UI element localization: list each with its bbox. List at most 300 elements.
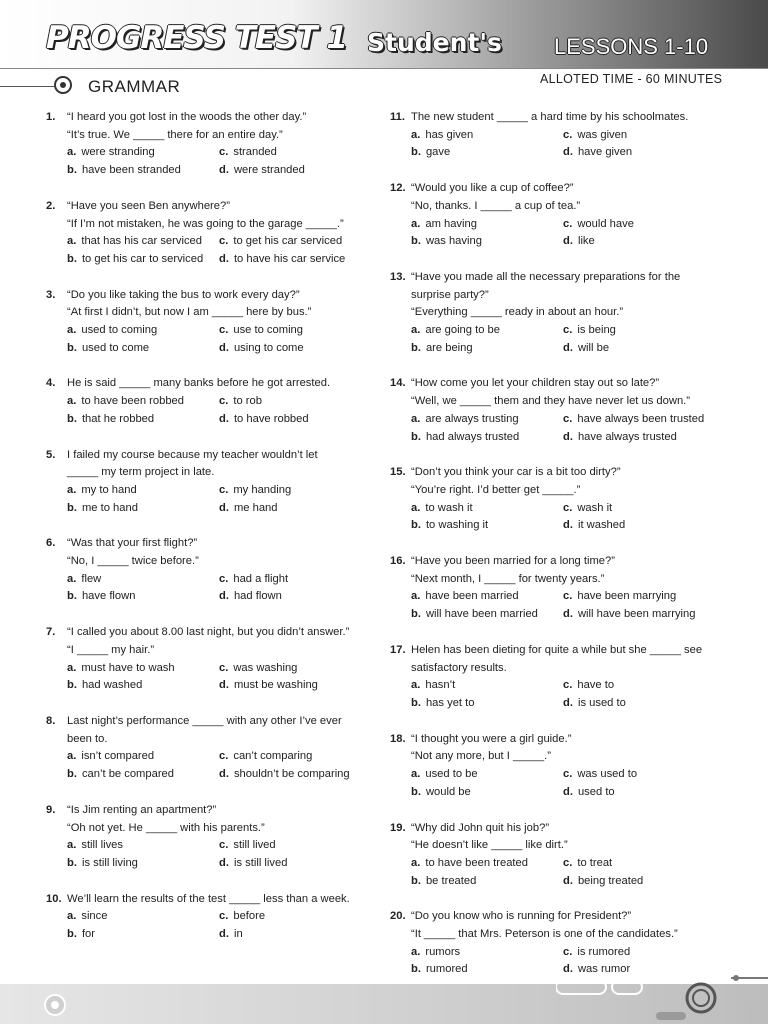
answer-option[interactable] <box>219 144 376 162</box>
answer-option[interactable] <box>219 251 376 269</box>
question-text: “Don’t you think your car is a bit too dirty?” <box>411 466 621 479</box>
answer-option[interactable] <box>67 322 219 340</box>
question-text: “Have you seen Ben anywhere?” <box>67 199 230 212</box>
question-text: been to. <box>67 732 108 745</box>
question-number: 14. <box>390 377 406 390</box>
option-text: used to come <box>81 341 150 354</box>
option-text: was rumor <box>577 963 631 976</box>
option-text: use to coming <box>233 324 303 337</box>
option-letter: d. <box>219 928 229 941</box>
question-number: 19. <box>390 821 406 834</box>
question-number: 11. <box>390 111 405 123</box>
question-item <box>46 287 376 358</box>
answer-option[interactable] <box>563 784 730 802</box>
option-letter: a. <box>411 324 421 337</box>
option-text: were stranded <box>233 164 305 177</box>
answer-option[interactable] <box>563 322 730 340</box>
answer-option[interactable] <box>563 500 730 518</box>
answer-option[interactable] <box>411 517 563 535</box>
answer-option[interactable] <box>563 216 730 234</box>
option-letter: d. <box>219 501 229 514</box>
answer-option[interactable] <box>411 429 563 447</box>
answer-option[interactable] <box>563 429 730 447</box>
answer-option[interactable] <box>67 588 219 606</box>
answer-option[interactable] <box>411 144 563 162</box>
question-text: “No, I _____ twice before.” <box>67 555 199 568</box>
answer-option[interactable] <box>563 517 730 535</box>
option-text: like <box>577 235 595 248</box>
option-letter: a. <box>411 856 421 869</box>
option-letter: b. <box>411 785 421 798</box>
test-subtitle: Student's <box>367 28 502 57</box>
answer-option[interactable] <box>411 695 563 713</box>
answer-option[interactable] <box>67 660 219 678</box>
answer-option[interactable] <box>563 606 730 624</box>
question-text: “It’s true. We _____ there for an entire day.” <box>67 128 283 141</box>
answer-option[interactable] <box>219 233 376 251</box>
option-letter: c. <box>563 945 573 958</box>
option-text: were stranding <box>81 146 155 159</box>
answer-option[interactable] <box>411 127 563 145</box>
answer-option[interactable] <box>219 766 376 784</box>
option-text: being treated <box>577 874 644 887</box>
question-text: “I _____ my hair.” <box>67 643 155 656</box>
option-letter: c. <box>563 679 573 692</box>
question-item <box>390 109 730 162</box>
option-text: are being <box>425 341 473 354</box>
option-letter: a. <box>411 217 421 230</box>
answer-option[interactable] <box>219 482 376 500</box>
question-text: “Why did John quit his job?” <box>411 821 550 834</box>
option-text: me hand <box>233 501 278 514</box>
option-text: in <box>233 928 243 941</box>
answer-option[interactable] <box>67 411 219 429</box>
lessons-label: LESSONS 1-10 <box>554 34 709 59</box>
option-letter: a. <box>411 945 421 958</box>
answer-option[interactable] <box>563 127 730 145</box>
option-letter: a. <box>67 146 77 159</box>
option-letter: d. <box>563 519 573 532</box>
question-item <box>46 375 376 428</box>
question-text: “I called you about 8.00 last night, but you didn’t answer.” <box>67 626 350 639</box>
question-text: “You’re right. I’d better get _____.” <box>411 483 581 496</box>
option-letter: b. <box>67 164 77 177</box>
option-letter: a. <box>67 910 77 923</box>
answer-option[interactable] <box>411 500 563 518</box>
answer-option[interactable] <box>67 393 219 411</box>
option-text: must have to wash <box>81 661 175 674</box>
option-text: had flown <box>233 590 282 603</box>
option-letter: a. <box>67 483 77 496</box>
answer-option[interactable] <box>67 571 219 589</box>
answer-option[interactable] <box>563 766 730 784</box>
answer-option[interactable] <box>67 482 219 500</box>
question-text: “It _____ that Mrs. Peterson is one of the candidates.” <box>411 928 678 941</box>
question-text: _____ my term project in late. <box>67 466 215 479</box>
answer-option[interactable] <box>411 588 563 606</box>
option-letter: c. <box>219 395 229 408</box>
answer-option[interactable] <box>67 251 219 269</box>
option-text: shouldn’t be comparing <box>233 768 350 781</box>
test-title: PROGRESS TEST 1 <box>46 20 347 56</box>
option-letter: b. <box>411 146 421 159</box>
answer-option[interactable] <box>219 500 376 518</box>
option-letter: b. <box>67 501 77 514</box>
question-number: 8. <box>46 714 56 727</box>
question-number: 18. <box>390 732 406 745</box>
option-letter: d. <box>563 608 573 621</box>
option-text: to get his car serviced <box>233 235 343 248</box>
option-letter: a. <box>411 590 421 603</box>
answer-option[interactable] <box>563 677 730 695</box>
option-text: gave <box>425 146 451 159</box>
option-letter: b. <box>67 412 77 425</box>
option-letter: a. <box>411 412 421 425</box>
question-text: “Do you like taking the bus to work every day?” <box>67 288 300 301</box>
answer-option[interactable] <box>563 855 730 873</box>
question-number: 4. <box>46 377 56 390</box>
question-item <box>46 891 376 944</box>
question-number: 2. <box>46 199 56 212</box>
option-text: will be <box>577 341 610 354</box>
question-number: 12. <box>390 182 406 195</box>
answer-option[interactable] <box>411 411 563 429</box>
option-text: hasn’t <box>425 679 456 692</box>
option-letter: a. <box>67 750 77 763</box>
option-letter: a. <box>411 501 421 514</box>
question-text: “Not any more, but I _____.” <box>411 750 551 763</box>
question-item <box>390 375 730 446</box>
answer-option[interactable] <box>67 500 219 518</box>
option-text: it washed <box>577 519 626 532</box>
option-text: to have his car service <box>233 252 346 265</box>
question-item <box>46 198 376 269</box>
question-item <box>46 624 376 695</box>
question-item <box>390 642 730 713</box>
option-letter: b. <box>67 856 77 869</box>
option-letter: d. <box>563 874 573 887</box>
question-number: 13. <box>390 270 406 283</box>
question-number: 5. <box>46 448 56 461</box>
option-letter: a. <box>67 324 77 337</box>
option-letter: c. <box>219 910 229 923</box>
question-text: surprise party?” <box>411 288 489 301</box>
option-text: had washed <box>81 679 143 692</box>
option-letter: b. <box>67 928 77 941</box>
answer-option[interactable] <box>67 677 219 695</box>
answer-option[interactable] <box>411 784 563 802</box>
option-letter: d. <box>563 430 573 443</box>
answer-option[interactable] <box>563 411 730 429</box>
option-text: to have been robbed <box>81 395 184 408</box>
option-text: to treat <box>577 856 613 869</box>
answer-option[interactable] <box>219 837 376 855</box>
question-item <box>46 802 376 873</box>
option-letter: a. <box>67 661 77 674</box>
option-text: using to come <box>233 341 304 354</box>
option-letter: d. <box>563 146 573 159</box>
question-item <box>46 447 376 518</box>
question-text: “Have you made all the necessary preparations for the <box>411 270 681 283</box>
question-text: Last night’s performance _____ with any other I’ve ever <box>67 714 342 727</box>
questions-right-column <box>390 109 730 997</box>
answer-option[interactable] <box>67 340 219 358</box>
option-letter: b. <box>411 519 421 532</box>
option-letter: d. <box>563 785 573 798</box>
question-number: 17. <box>390 643 406 656</box>
option-text: is still living <box>81 856 138 869</box>
answer-option[interactable] <box>411 677 563 695</box>
option-text: will have been married <box>425 608 538 621</box>
option-text: wash it <box>577 501 613 514</box>
answer-option[interactable] <box>563 873 730 891</box>
option-letter: a. <box>411 679 421 692</box>
option-letter: b. <box>411 963 421 976</box>
option-text: to have robbed <box>233 412 309 425</box>
option-text: to wash it <box>425 501 473 514</box>
answer-option[interactable] <box>563 233 730 251</box>
question-text: “Well, we _____ them and they have never let us down.” <box>411 395 691 408</box>
option-text: rumors <box>425 945 461 958</box>
answer-option[interactable] <box>411 766 563 784</box>
answer-option[interactable] <box>219 162 376 180</box>
option-text: to rob <box>233 395 262 408</box>
option-letter: d. <box>219 768 229 781</box>
question-text: “At first I didn’t, but now I am _____ here by bus.” <box>67 306 312 319</box>
option-letter: d. <box>219 252 229 265</box>
option-letter: c. <box>219 750 229 763</box>
option-text: can’t comparing <box>233 750 313 763</box>
answer-option[interactable] <box>411 606 563 624</box>
answer-option[interactable] <box>67 748 219 766</box>
option-letter: d. <box>563 235 573 248</box>
answer-option[interactable] <box>563 588 730 606</box>
option-letter: b. <box>67 768 77 781</box>
option-letter: a. <box>67 235 77 248</box>
option-text: was washing <box>233 661 298 674</box>
header-banner <box>0 0 768 69</box>
option-text: am having <box>425 217 477 230</box>
answer-option[interactable] <box>411 855 563 873</box>
option-letter: c. <box>219 146 229 159</box>
option-letter: c. <box>219 839 229 852</box>
option-text: isn’t compared <box>81 750 155 763</box>
question-text: “Have you been married for a long time?” <box>411 555 615 568</box>
answer-option[interactable] <box>411 322 563 340</box>
question-number: 15. <box>390 466 406 479</box>
question-text: “Oh not yet. He _____ with his parents.” <box>67 821 265 834</box>
option-letter: d. <box>219 341 229 354</box>
option-letter: b. <box>67 590 77 603</box>
answer-option[interactable] <box>219 411 376 429</box>
option-letter: a. <box>67 395 77 408</box>
option-letter: c. <box>219 483 229 496</box>
option-text: is being <box>577 324 616 337</box>
target-icon <box>54 76 72 94</box>
option-letter: b. <box>411 874 421 887</box>
option-letter: b. <box>67 679 77 692</box>
question-item <box>46 713 376 784</box>
option-text: have to <box>577 679 615 692</box>
option-letter: c. <box>219 661 229 674</box>
option-text: had always trusted <box>425 430 520 443</box>
option-text: have been stranded <box>81 164 181 177</box>
option-text: has given <box>425 128 474 141</box>
option-text: was given <box>577 128 628 141</box>
answer-option[interactable] <box>219 677 376 695</box>
option-letter: c. <box>563 128 573 141</box>
option-text: that has his car serviced <box>81 235 202 248</box>
option-text: will have been marrying <box>577 608 696 621</box>
answer-option[interactable] <box>219 660 376 678</box>
option-text: would have <box>577 217 634 230</box>
option-text: to have been treated <box>425 856 528 869</box>
option-text: are always trusting <box>425 412 519 425</box>
option-letter: c. <box>563 324 573 337</box>
option-text: must be washing <box>233 679 318 692</box>
option-letter: b. <box>411 608 421 621</box>
option-text: my to hand <box>81 483 137 496</box>
option-letter: c. <box>563 856 573 869</box>
answer-option[interactable] <box>219 908 376 926</box>
question-item <box>390 269 730 358</box>
option-text: is still lived <box>233 856 288 869</box>
option-letter: b. <box>411 235 421 248</box>
question-text: “I heard you got lost in the woods the other day.” <box>67 111 307 123</box>
answer-option[interactable] <box>67 855 219 873</box>
answer-option[interactable] <box>67 908 219 926</box>
question-item <box>390 553 730 624</box>
question-number: 10. <box>46 892 62 905</box>
option-text: was having <box>425 235 482 248</box>
option-text: stranded <box>233 146 277 159</box>
question-text: He is said _____ many banks before he got arrested. <box>67 377 331 390</box>
option-letter: a. <box>411 128 421 141</box>
answer-option[interactable] <box>219 588 376 606</box>
question-text: “I thought you were a girl guide.” <box>411 732 572 745</box>
question-text: I failed my course because my teacher wouldn’t let <box>67 448 318 461</box>
answer-option[interactable] <box>411 873 563 891</box>
option-text: to get his car to serviced <box>81 252 204 265</box>
alloted-time: ALLOTED TIME - 60 MINUTES <box>540 72 723 86</box>
question-text: “Next month, I _____ for twenty years.” <box>411 572 605 585</box>
answer-option[interactable] <box>411 233 563 251</box>
option-letter: b. <box>411 430 421 443</box>
option-text: is used to <box>577 696 626 709</box>
option-text: used to <box>577 785 615 798</box>
option-text: can’t be compared <box>81 768 174 781</box>
answer-option[interactable] <box>219 926 376 944</box>
question-text: “If I’m not mistaken, he was going to the garage _____.” <box>67 217 344 230</box>
option-text: have been marrying <box>577 590 677 603</box>
option-text: before <box>233 910 266 923</box>
option-text: rumored <box>425 963 468 976</box>
option-text: have always been trusted <box>577 412 705 425</box>
option-text: be treated <box>425 874 477 887</box>
question-number: 1. <box>46 111 56 123</box>
option-text: would be <box>425 785 471 798</box>
answer-option[interactable] <box>219 748 376 766</box>
option-letter: c. <box>219 572 229 585</box>
question-text: We’ll learn the results of the test _____ less than a week. <box>67 892 350 905</box>
answer-option[interactable] <box>67 837 219 855</box>
section-title: GRAMMAR <box>88 77 181 96</box>
question-item <box>390 908 730 979</box>
question-text: “Was that your first flight?” <box>67 537 198 550</box>
option-text: is rumored <box>577 945 631 958</box>
answer-option[interactable] <box>411 944 563 962</box>
option-text: that he robbed <box>81 412 155 425</box>
answer-option[interactable] <box>563 144 730 162</box>
question-number: 7. <box>46 626 56 639</box>
option-letter: b. <box>411 341 421 354</box>
option-letter: c. <box>563 590 573 603</box>
option-text: used to be <box>425 768 478 781</box>
question-item <box>390 731 730 802</box>
question-text: “No, thanks. I _____ a cup of tea.” <box>411 199 581 212</box>
answer-option[interactable] <box>219 340 376 358</box>
answer-option[interactable] <box>219 855 376 873</box>
option-letter: b. <box>67 341 77 354</box>
question-text: Helen has been dieting for quite a while but she _____ see <box>411 643 703 656</box>
answer-option[interactable] <box>563 695 730 713</box>
option-text: flew <box>81 572 102 585</box>
answer-option[interactable] <box>219 571 376 589</box>
option-letter: b. <box>67 252 77 265</box>
questions-left-column <box>46 109 376 962</box>
question-text: satisfactory results. <box>411 661 507 674</box>
answer-option[interactable] <box>67 233 219 251</box>
gear-decoration-icon <box>556 972 768 1024</box>
option-letter: d. <box>219 590 229 603</box>
answer-option[interactable] <box>411 961 563 979</box>
option-text: have been married <box>425 590 519 603</box>
question-number: 6. <box>46 537 56 550</box>
target-icon <box>44 994 66 1016</box>
option-text: has yet to <box>425 696 475 709</box>
option-letter: c. <box>219 235 229 248</box>
question-number: 16. <box>390 555 406 568</box>
question-text: “Would you like a cup of coffee?” <box>411 182 574 195</box>
option-text: are going to be <box>425 324 500 337</box>
answer-option[interactable] <box>563 340 730 358</box>
answer-option[interactable] <box>67 144 219 162</box>
answer-option[interactable] <box>219 322 376 340</box>
option-letter: d. <box>563 963 573 976</box>
answer-option[interactable] <box>411 340 563 358</box>
answer-option[interactable] <box>411 216 563 234</box>
question-item <box>390 180 730 251</box>
answer-option[interactable] <box>563 944 730 962</box>
option-text: was used to <box>577 768 638 781</box>
option-text: still lives <box>81 839 123 852</box>
option-letter: d. <box>219 679 229 692</box>
question-text: The new student _____ a hard time by his schoolmates. <box>411 111 689 123</box>
option-text: my handing <box>233 483 292 496</box>
option-text: since <box>81 910 108 923</box>
answer-option[interactable] <box>67 926 219 944</box>
answer-option[interactable] <box>219 393 376 411</box>
question-item <box>390 464 730 535</box>
option-text: to washing it <box>425 519 489 532</box>
question-text: “Is Jim renting an apartment?” <box>67 803 217 816</box>
question-text: “He doesn’t like _____ like dirt.” <box>411 839 568 852</box>
answer-option[interactable] <box>67 766 219 784</box>
answer-option[interactable] <box>67 162 219 180</box>
question-item <box>46 109 376 180</box>
option-letter: d. <box>563 696 573 709</box>
question-text: “Do you know who is running for President?” <box>411 910 632 923</box>
